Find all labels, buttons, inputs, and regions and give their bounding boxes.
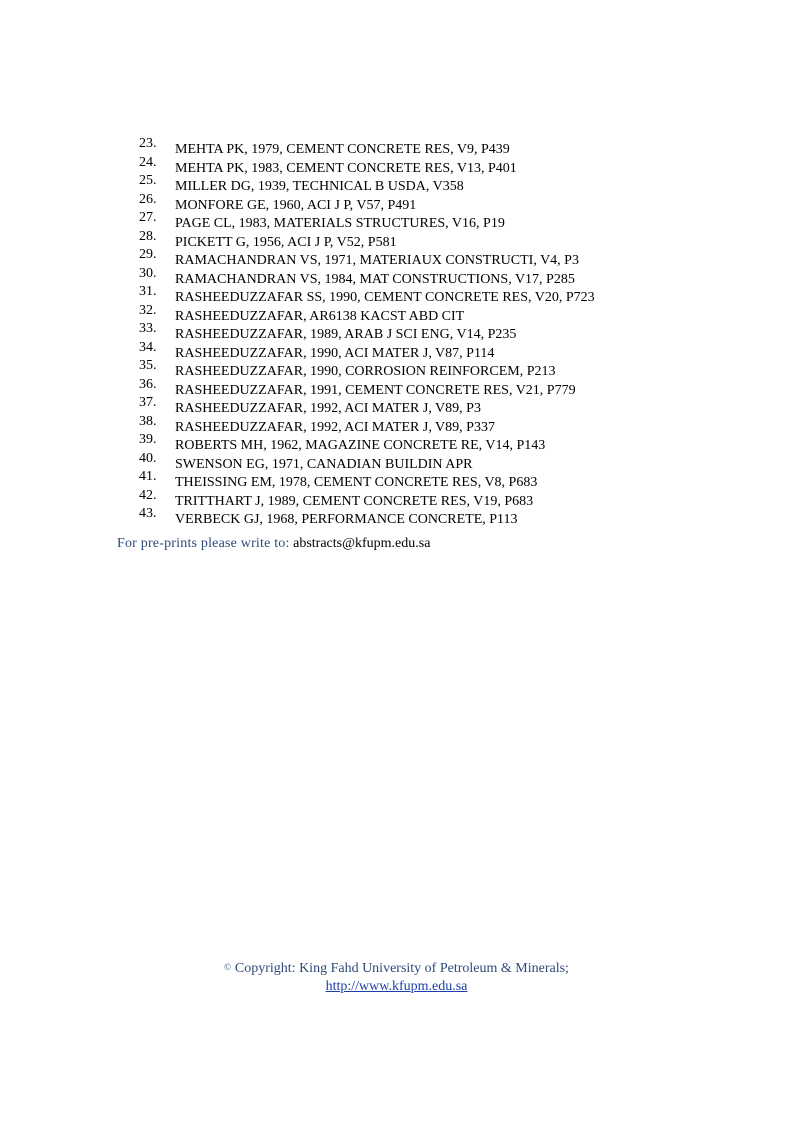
reference-text: TRITTHART J, 1989, CEMENT CONCRETE RES, V19, P683	[175, 493, 534, 509]
reference-item	[0, 265, 793, 290]
reference-item	[0, 191, 793, 216]
reference-number: 42.	[139, 487, 157, 503]
reference-item	[0, 210, 793, 234]
reference-number: 40.	[139, 450, 157, 466]
reference-text: RASHEEDUZZAFAR, 1992, ACI MATER J, V89, P3	[175, 401, 481, 416]
reference-number: 35.	[139, 358, 157, 373]
reference-item	[0, 432, 793, 456]
reference-item	[0, 228, 793, 253]
preprint-email[interactable]: abstracts@kfupm.edu.sa	[293, 536, 431, 551]
reference-number: 23.	[139, 136, 157, 151]
reference-number: 26.	[139, 191, 157, 207]
reference-number: 43.	[139, 506, 157, 521]
reference-number: 24.	[139, 154, 157, 170]
reference-text: RASHEEDUZZAFAR, 1992, ACI MATER J, V89, P337	[175, 419, 495, 435]
reference-number: 31.	[139, 284, 157, 299]
copyright-link-row	[0, 977, 793, 997]
reference-item	[0, 302, 793, 327]
reference-item	[0, 376, 793, 401]
reference-text: RAMACHANDRAN VS, 1984, MAT CONSTRUCTIONS, V17, P285	[175, 271, 575, 287]
copyright-icon: ©	[224, 962, 231, 972]
reference-text: MONFORE GE, 1960, ACI J P, V57, P491	[175, 197, 417, 213]
reference-text: MEHTA PK, 1983, CEMENT CONCRETE RES, V13, P401	[175, 160, 517, 176]
reference-item	[0, 395, 793, 419]
reference-number: 25.	[139, 173, 157, 188]
reference-item	[0, 358, 793, 382]
reference-number: 36.	[139, 376, 157, 392]
reference-item	[0, 247, 793, 271]
reference-text: PAGE CL, 1983, MATERIALS STRUCTURES, V16, P19	[175, 216, 505, 231]
reference-item	[0, 339, 793, 364]
reference-number: 39.	[139, 432, 157, 447]
reference-text: THEISSING EM, 1978, CEMENT CONCRETE RES, V8, P683	[175, 475, 538, 490]
reference-number: 41.	[139, 469, 157, 484]
reference-item	[0, 173, 793, 197]
reference-number: 32.	[139, 302, 157, 318]
university-website-link[interactable]: http://www.kfupm.edu.sa	[325, 979, 468, 994]
reference-text: MILLER DG, 1939, TECHNICAL B USDA, V358	[175, 179, 464, 194]
reference-item	[0, 506, 793, 530]
reference-text: RASHEEDUZZAFAR, 1990, CORROSION REINFORCEM, P213	[175, 364, 556, 379]
reference-item	[0, 413, 793, 438]
reference-text: RASHEEDUZZAFAR SS, 1990, CEMENT CONCRETE RES, V20, P723	[175, 290, 595, 305]
preprint-label: For pre-prints please write to:	[117, 536, 290, 551]
reference-item	[0, 321, 793, 345]
reference-text: RAMACHANDRAN VS, 1971, MATERIAUX CONSTRUCTI, V4, P3	[175, 253, 579, 268]
reference-text: VERBECK GJ, 1968, PERFORMANCE CONCRETE, P113	[175, 512, 518, 527]
reference-text: RASHEEDUZZAFAR, AR6138 KACST ABD CIT	[175, 308, 465, 324]
reference-item	[0, 450, 793, 475]
reference-text: RASHEEDUZZAFAR, 1990, ACI MATER J, V87, P114	[175, 345, 495, 361]
reference-number: 37.	[139, 395, 157, 410]
reference-number: 30.	[139, 265, 157, 281]
reference-number: 38.	[139, 413, 157, 429]
reference-text: RASHEEDUZZAFAR, 1989, ARAB J SCI ENG, V14, P235	[175, 327, 517, 342]
reference-item	[0, 136, 793, 160]
copyright-notice	[0, 957, 793, 979]
reference-text: SWENSON EG, 1971, CANADIAN BUILDIN APR	[175, 456, 473, 472]
reference-number: 28.	[139, 228, 157, 244]
reference-item	[0, 284, 793, 308]
reference-number: 34.	[139, 339, 157, 355]
reference-number: 27.	[139, 210, 157, 225]
reference-item	[0, 469, 793, 493]
reference-item	[0, 487, 793, 512]
reference-number: 33.	[139, 321, 157, 336]
reference-item	[0, 154, 793, 179]
copyright-text: Copyright: King Fahd University of Petroleum & Minerals;	[234, 961, 569, 976]
reference-text: RASHEEDUZZAFAR, 1991, CEMENT CONCRETE RES, V21, P779	[175, 382, 576, 398]
preprint-notice	[117, 534, 430, 554]
reference-text: PICKETT G, 1956, ACI J P, V52, P581	[175, 234, 397, 250]
reference-text: MEHTA PK, 1979, CEMENT CONCRETE RES, V9, P439	[175, 142, 510, 157]
reference-list	[0, 136, 793, 530]
reference-number: 29.	[139, 247, 157, 262]
reference-text: ROBERTS MH, 1962, MAGAZINE CONCRETE RE, V14, P143	[175, 438, 546, 453]
